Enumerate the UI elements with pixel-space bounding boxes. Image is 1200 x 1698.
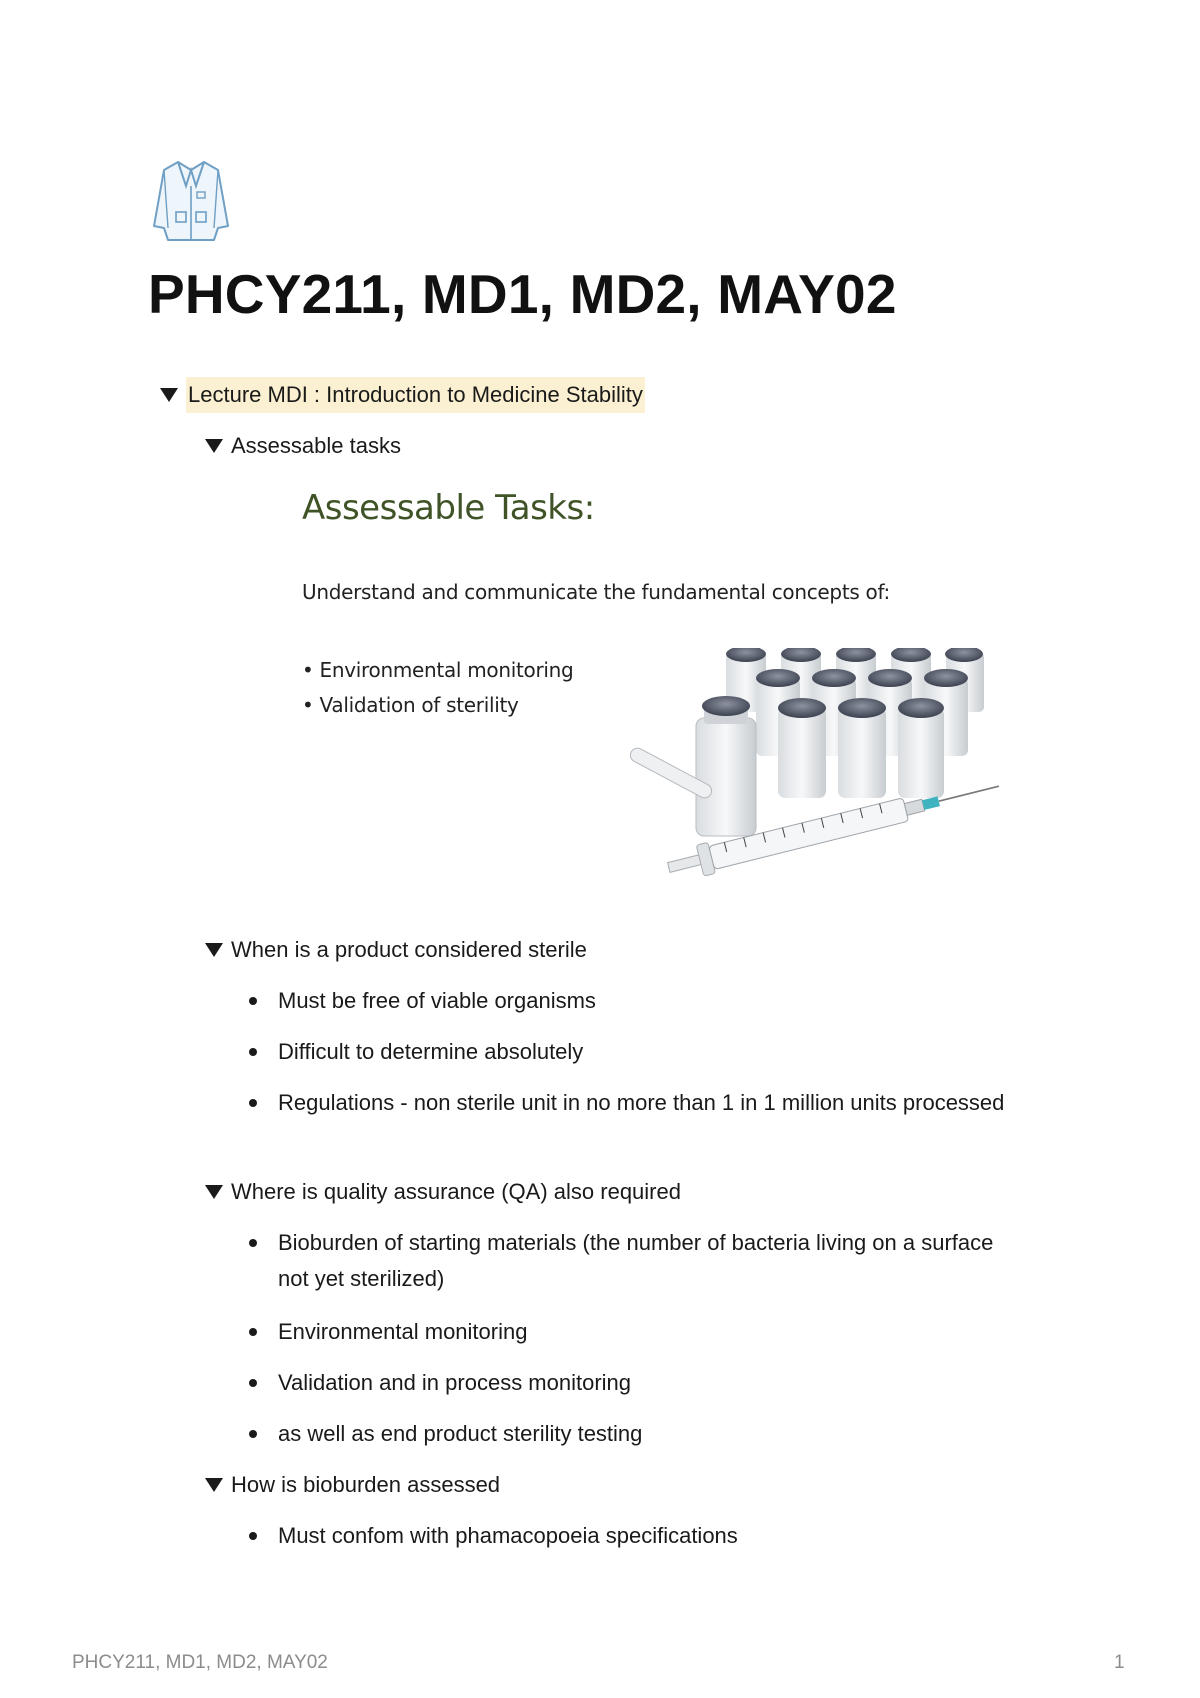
slide-bullet: • Environmental monitoring: [302, 658, 574, 682]
toggle-bioburden[interactable]: [205, 1467, 500, 1503]
list-item-text: Difficult to determine absolutely: [278, 1039, 584, 1064]
toggle-lecture-label: Lecture MDI : Introduction to Medicine Stability: [186, 377, 645, 413]
bullet-icon: [249, 1048, 257, 1056]
toggle-triangle-icon[interactable]: [205, 943, 223, 957]
toggle-triangle-icon[interactable]: [205, 1185, 223, 1199]
slide-intro: Understand and communicate the fundamental concepts of:: [302, 580, 890, 604]
footer-page-number: 1: [1114, 1652, 1125, 1673]
assessable-tasks-slide: [276, 488, 1036, 888]
toggle-bioburden-label: How is bioburden assessed: [231, 1472, 501, 1497]
page-title: PHCY211, MD1, MD2, MAY02: [148, 263, 897, 325]
list-item-text: Validation and in process monitoring: [278, 1370, 632, 1395]
slide-bullet: • Validation of sterility: [302, 693, 519, 717]
list-item: [278, 983, 1018, 1019]
toggle-triangle-icon[interactable]: [205, 1478, 223, 1492]
list-item: [278, 1034, 1018, 1070]
toggle-lecture[interactable]: [160, 377, 645, 413]
toggle-sterile-label: When is a product considered sterile: [231, 937, 587, 962]
bullet-icon: [249, 1099, 257, 1107]
slide-title: Assessable Tasks:: [302, 488, 595, 528]
list-item-text: as well as end product sterility testing: [278, 1421, 643, 1446]
toggle-sterile[interactable]: [205, 932, 587, 968]
list-item-text: Must be free of viable organisms: [278, 988, 596, 1013]
list-item: [278, 1225, 1018, 1297]
toggle-triangle-icon[interactable]: [160, 388, 178, 402]
vials-and-syringe-photo: [606, 648, 1026, 888]
list-item-text: Bioburden of starting materials (the number of bacteria living on a surface not yet sterilized): [278, 1230, 994, 1291]
list-item-text: Environmental monitoring: [278, 1319, 528, 1344]
list-item-text: Regulations - non sterile unit in no more than 1 in 1 million units processed: [278, 1090, 1005, 1115]
toggle-assessable-tasks[interactable]: [205, 428, 401, 464]
footer-doc-title: PHCY211, MD1, MD2, MAY02: [72, 1652, 328, 1673]
toggle-triangle-icon[interactable]: [205, 439, 223, 453]
list-item: [278, 1518, 1018, 1554]
bullet-icon: [249, 1532, 257, 1540]
list-item: [278, 1416, 1018, 1452]
toggle-assessable-label: Assessable tasks: [231, 433, 401, 458]
bullet-icon: [249, 1328, 257, 1336]
list-item: [278, 1085, 1018, 1121]
list-item-text: Must confom with phamacopoeia specifications: [278, 1523, 738, 1548]
bullet-icon: [249, 997, 257, 1005]
bullet-icon: [249, 1430, 257, 1438]
list-item: [278, 1365, 1018, 1401]
lab-coat-icon: [150, 156, 232, 244]
bullet-icon: [249, 1239, 257, 1247]
list-item: [278, 1314, 1018, 1350]
bullet-icon: [249, 1379, 257, 1387]
toggle-qa-label: Where is quality assurance (QA) also required: [231, 1179, 681, 1204]
toggle-qa[interactable]: [205, 1174, 681, 1210]
